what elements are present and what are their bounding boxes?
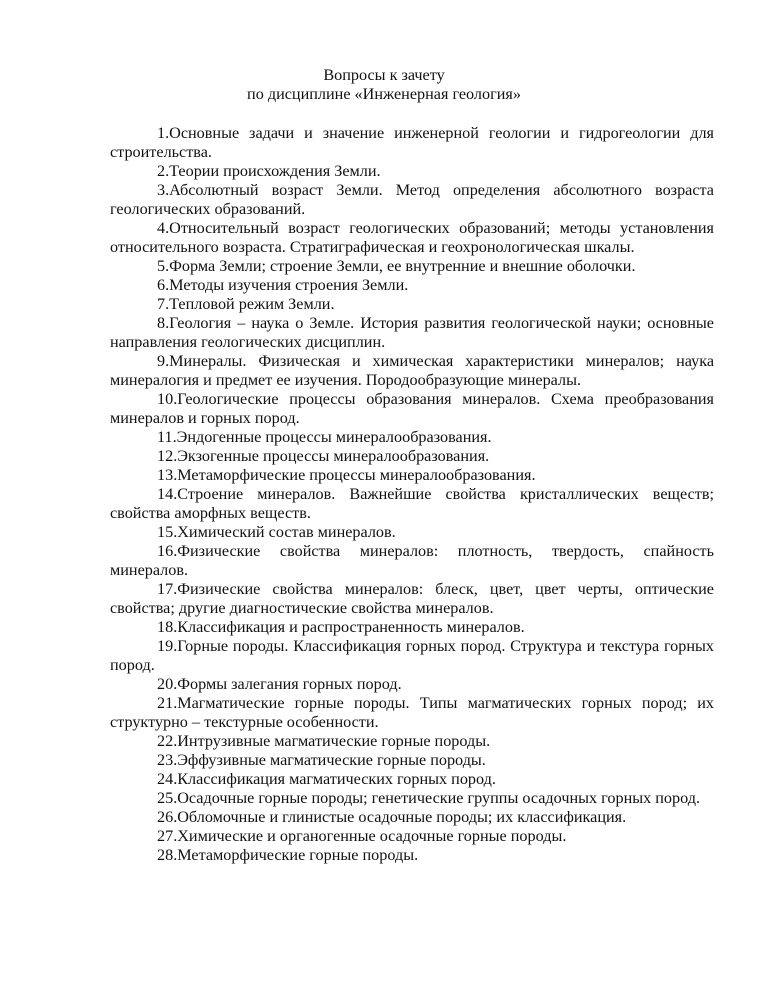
question-item: 10.Геологические процессы образования минералов. Схема преобразования минералов и горных пород.: [110, 390, 714, 427]
question-item: 14.Строение минералов. Важнейшие свойства кристаллических веществ; свойства аморфных веществ.: [110, 485, 714, 522]
title-line-1: Вопросы к зачету: [323, 66, 445, 84]
question-item: 27.Химические и органогенные осадочные горные породы.: [157, 827, 567, 845]
question-item: 25.Осадочные горные породы; генетические группы осадочных горных пород.: [157, 789, 701, 807]
question-item: 6.Методы изучения строения Земли.: [157, 276, 409, 294]
question-item: 19.Горные породы. Классификация горных пород. Структура и текстура горных пород.: [110, 637, 714, 674]
question-item: 12.Экзогенные процессы минералообразования.: [157, 447, 490, 465]
question-item: 3.Абсолютный возраст Земли. Метод определения абсолютного возраста геологических образований.: [110, 181, 714, 218]
question-item: 8.Геология – наука о Земле. История развития геологической науки; основные направления геологических дисциплин.: [110, 314, 714, 351]
question-item: 13.Метаморфические процессы минералообразования.: [157, 466, 536, 484]
document-title: [0, 66, 768, 104]
title-line-2: по дисциплине «Инженерная геология»: [247, 85, 521, 103]
question-item: 2.Теории происхождения Земли.: [157, 162, 381, 180]
question-item: 11.Эндогенные процессы минералообразования.: [157, 428, 492, 446]
question-item: 4.Относительный возраст геологических образований; методы установления относительного возраста. Стратиграфическая и геохронологическая шкалы.: [110, 219, 714, 256]
question-item: 22.Интрузивные магматические горные породы.: [157, 732, 491, 750]
question-item: 1.Основные задачи и значение инженерной геологии и гидрогеологии для строительства.: [110, 124, 714, 161]
question-item: 23.Эффузивные магматические горные породы.: [157, 751, 486, 769]
questions-list: [110, 124, 714, 865]
question-item: 18.Классификация и распространенность минералов.: [157, 618, 525, 636]
question-item: 5.Форма Земли; строение Земли, ее внутренние и внешние оболочки.: [157, 257, 636, 275]
question-item: 21.Магматические горные породы. Типы магматических горных пород; их структурно – текстурные особенности.: [110, 694, 714, 731]
question-item: 28.Метаморфические горные породы.: [157, 846, 419, 864]
question-item: 17.Физические свойства минералов: блеск, цвет, цвет черты, оптические свойства; другие диагностические свойства минералов.: [110, 580, 714, 617]
question-item: 20.Формы залегания горных пород.: [157, 675, 402, 693]
question-item: 7.Тепловой режим Земли.: [157, 295, 335, 313]
question-item: 24.Классификация магматических горных пород.: [157, 770, 496, 788]
question-item: 9.Минералы. Физическая и химическая характеристики минералов; наука минералогия и предмет ее изучения. Породообразующие минералы.: [110, 352, 714, 389]
question-item: 26.Обломочные и глинистые осадочные породы; их классификация.: [157, 808, 627, 826]
question-item: 16.Физические свойства минералов: плотность, твердость, спайность минералов.: [110, 542, 714, 579]
question-item: 15.Химический состав минералов.: [157, 523, 396, 541]
